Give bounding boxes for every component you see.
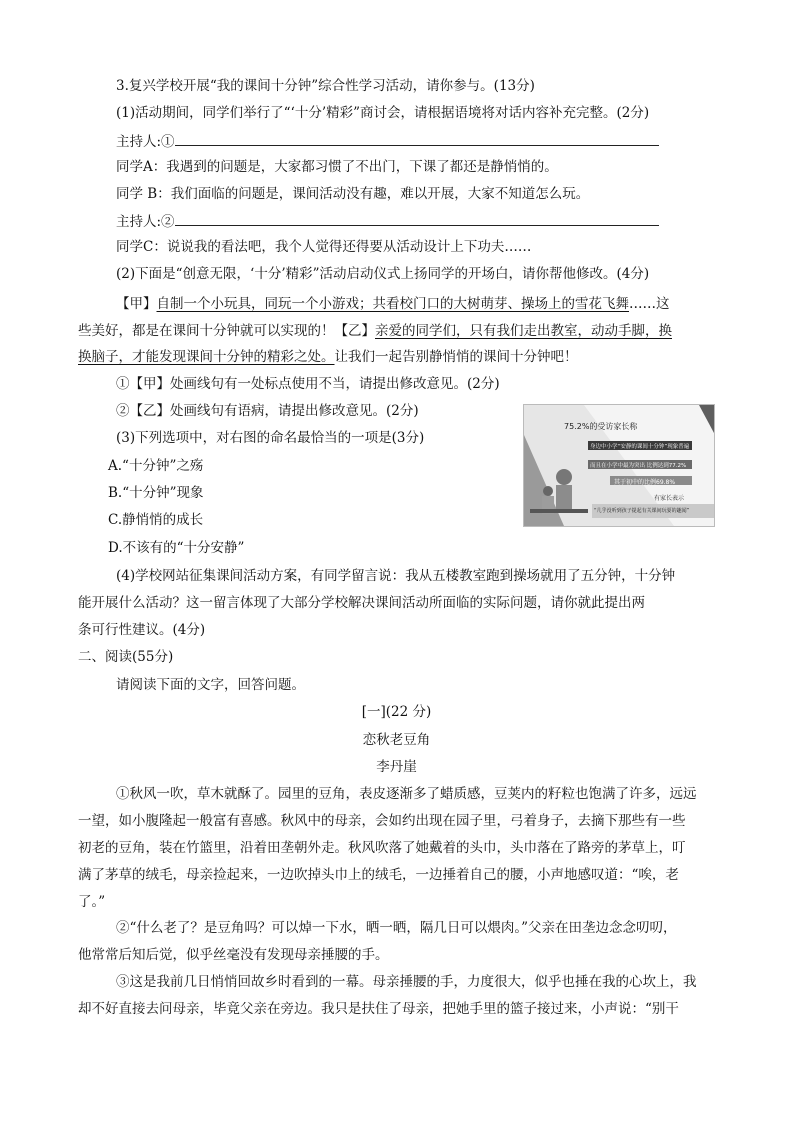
paragraph-1-line-5: 了。” bbox=[78, 894, 106, 910]
article-title: 恋秋老豆角 bbox=[362, 732, 431, 748]
paragraph-1-line-3: 初老的豆角，装在竹篮里，沿着田垄朝外走。秋风吹落了她戴着的头巾，头巾落在了路旁的茅草上，叮 bbox=[78, 840, 686, 856]
paragraph-3-line-1: ③这是我前几日悄悄回故乡时看到的一幕。母亲捶腰的手，力度很大，似乎也捶在我的心坎上，我 bbox=[116, 974, 697, 990]
question-3-4-line-3: 条可行性建议。(4分) bbox=[78, 622, 206, 638]
student-b-line: 同学 B：我们面临的问题是，课间活动没有趣，难以开展，大家不知道怎么玩。 bbox=[116, 186, 590, 202]
option-b[interactable]: B.“十分钟”现象 bbox=[108, 485, 204, 501]
article-author: 李丹崖 bbox=[376, 759, 417, 775]
figure-text-4: 其于初中的比例69.8% bbox=[614, 479, 676, 486]
question-3-2-prompt: (2)下面是“创意无限，‘十分’精彩”活动启动仪式上扬同学的开场白，请你帮他修改。(4分) bbox=[116, 266, 650, 282]
student-a-line: 同学A：我遇到的问题是，大家都习惯了不出门，下课了都还是静悄悄的。 bbox=[116, 159, 558, 175]
question-3-2-2: ②【乙】处画线句有语病，请提出修改意见。(2分) bbox=[116, 403, 419, 419]
paragraph-1-line-2: 一望，如小腹隆起一般富有喜感。秋风中的母亲，会如约出现在园子里，弓着身子，去摘下那些有一些 bbox=[78, 813, 686, 829]
section-2-heading: 二、阅读(55分) bbox=[78, 649, 174, 665]
opening-speech-line-2 bbox=[78, 321, 672, 341]
host-label-2: 主持人:② bbox=[116, 214, 175, 230]
yi-underlined-sentence-part-2: 换脑子，才能发现课间十分钟的精彩之处。 bbox=[78, 349, 335, 365]
survey-figure bbox=[523, 404, 715, 527]
answer-blank-1[interactable] bbox=[175, 131, 659, 146]
speech-line-3-tail: 让我们一起告别静悄悄的课间十分钟吧！ bbox=[334, 349, 578, 365]
paragraph-3-line-2: 却不好直接去问母亲，毕竟父亲在旁边。我只是扶住了母亲，把她手里的篮子接过来，小声说：“别干 bbox=[78, 1001, 679, 1017]
question-3-1-prompt: (1)活动期间，同学们举行了“‘十分’精彩”商讨会，请根据语境将对话内容补充完整。(2分) bbox=[116, 105, 650, 121]
paragraph-2-line-2: 他常常后知后觉，似乎丝毫没有发现母亲捶腰的手。 bbox=[78, 947, 389, 963]
host-line-2 bbox=[116, 211, 659, 232]
question-3-4-line-2: 能开展什么活动？这一留言体现了大部分学校解决课间活动所面临的实际问题，请你就此提出两 bbox=[78, 595, 645, 611]
option-c[interactable]: C.静悄悄的成长 bbox=[108, 512, 204, 528]
reading-instruction: 请阅读下面的文字，回答问题。 bbox=[116, 677, 305, 693]
speech-line-2-text: 些美好，都是在课间十分钟就可以实现的！ bbox=[78, 323, 335, 339]
figure-text-6: “几乎没听到孩子提起有关课间玩耍的趣闻” bbox=[594, 508, 690, 514]
option-a[interactable]: A.“十分钟”之殇 bbox=[108, 458, 204, 474]
figure-text-1: 75.2%的受访家长称 bbox=[564, 422, 638, 431]
opening-speech-line-1 bbox=[116, 294, 670, 314]
paragraph-2-line-1: ②“什么老了？是豆角吗？可以焯一下水，晒一晒，隔几日可以煨肉。”父亲在田垄边念念叨叨， bbox=[116, 920, 677, 936]
jia-tail: ……这 bbox=[629, 296, 670, 312]
question-3-2-1: ①【甲】处画线句有一处标点使用不当，请提出修改意见。(2分) bbox=[116, 376, 500, 392]
jia-underlined-sentence: 自制一个小玩具，同玩一个小游戏；共看校门口的大树萌芽、操场上的雪花飞舞 bbox=[156, 296, 629, 312]
answer-blank-2[interactable] bbox=[175, 211, 659, 226]
figure-text-5: 有家长表示 bbox=[654, 495, 685, 502]
paragraph-1-line-1: ①秋风一吹，草木就酥了。园里的豆角，表皮逐渐多了蜡质感，豆荚内的籽粒也饱满了许多，远远 bbox=[116, 786, 697, 802]
opening-speech-line-3 bbox=[78, 347, 578, 367]
host-label-1: 主持人:① bbox=[116, 134, 175, 150]
question-3-3-prompt: (3)下列选项中，对右图的命名最恰当的一项是(3分) bbox=[116, 430, 425, 446]
jia-marker: 【甲】 bbox=[116, 296, 157, 312]
host-line-1 bbox=[116, 131, 659, 152]
question-3-4-line-1: (4)学校网站征集课间活动方案，有同学留言说：我从五楼教室跑到操场就用了五分钟，十分钟 bbox=[116, 568, 676, 584]
student-c-line: 同学C：说说我的看法吧，我个人觉得还得要从活动设计上下功夫…… bbox=[116, 239, 532, 255]
question-3-title: 3.复兴学校开展“我的课间十分钟”综合性学习活动，请你参与。(13分) bbox=[116, 78, 535, 94]
yi-marker: 【乙】 bbox=[334, 323, 375, 339]
figure-text-3: 而且在小学中最为突出 比例达到77.2% bbox=[590, 463, 687, 469]
option-d[interactable]: D.不该有的“十分安静” bbox=[108, 540, 245, 556]
yi-underlined-sentence-part-1: 亲爱的同学们，只有我们走出教室，动动手脚，换 bbox=[375, 323, 672, 339]
paragraph-1-line-4: 满了茅草的绒毛，母亲捡起来，一边吹掉头巾上的绒毛，一边捶着自己的腰，小声地感叹道：“唉，老 bbox=[78, 867, 679, 883]
reading-part-label: [一](22 分) bbox=[361, 704, 432, 720]
figure-text-2: 身边中小学“安静的课间十分钟”现象普遍 bbox=[590, 444, 690, 450]
